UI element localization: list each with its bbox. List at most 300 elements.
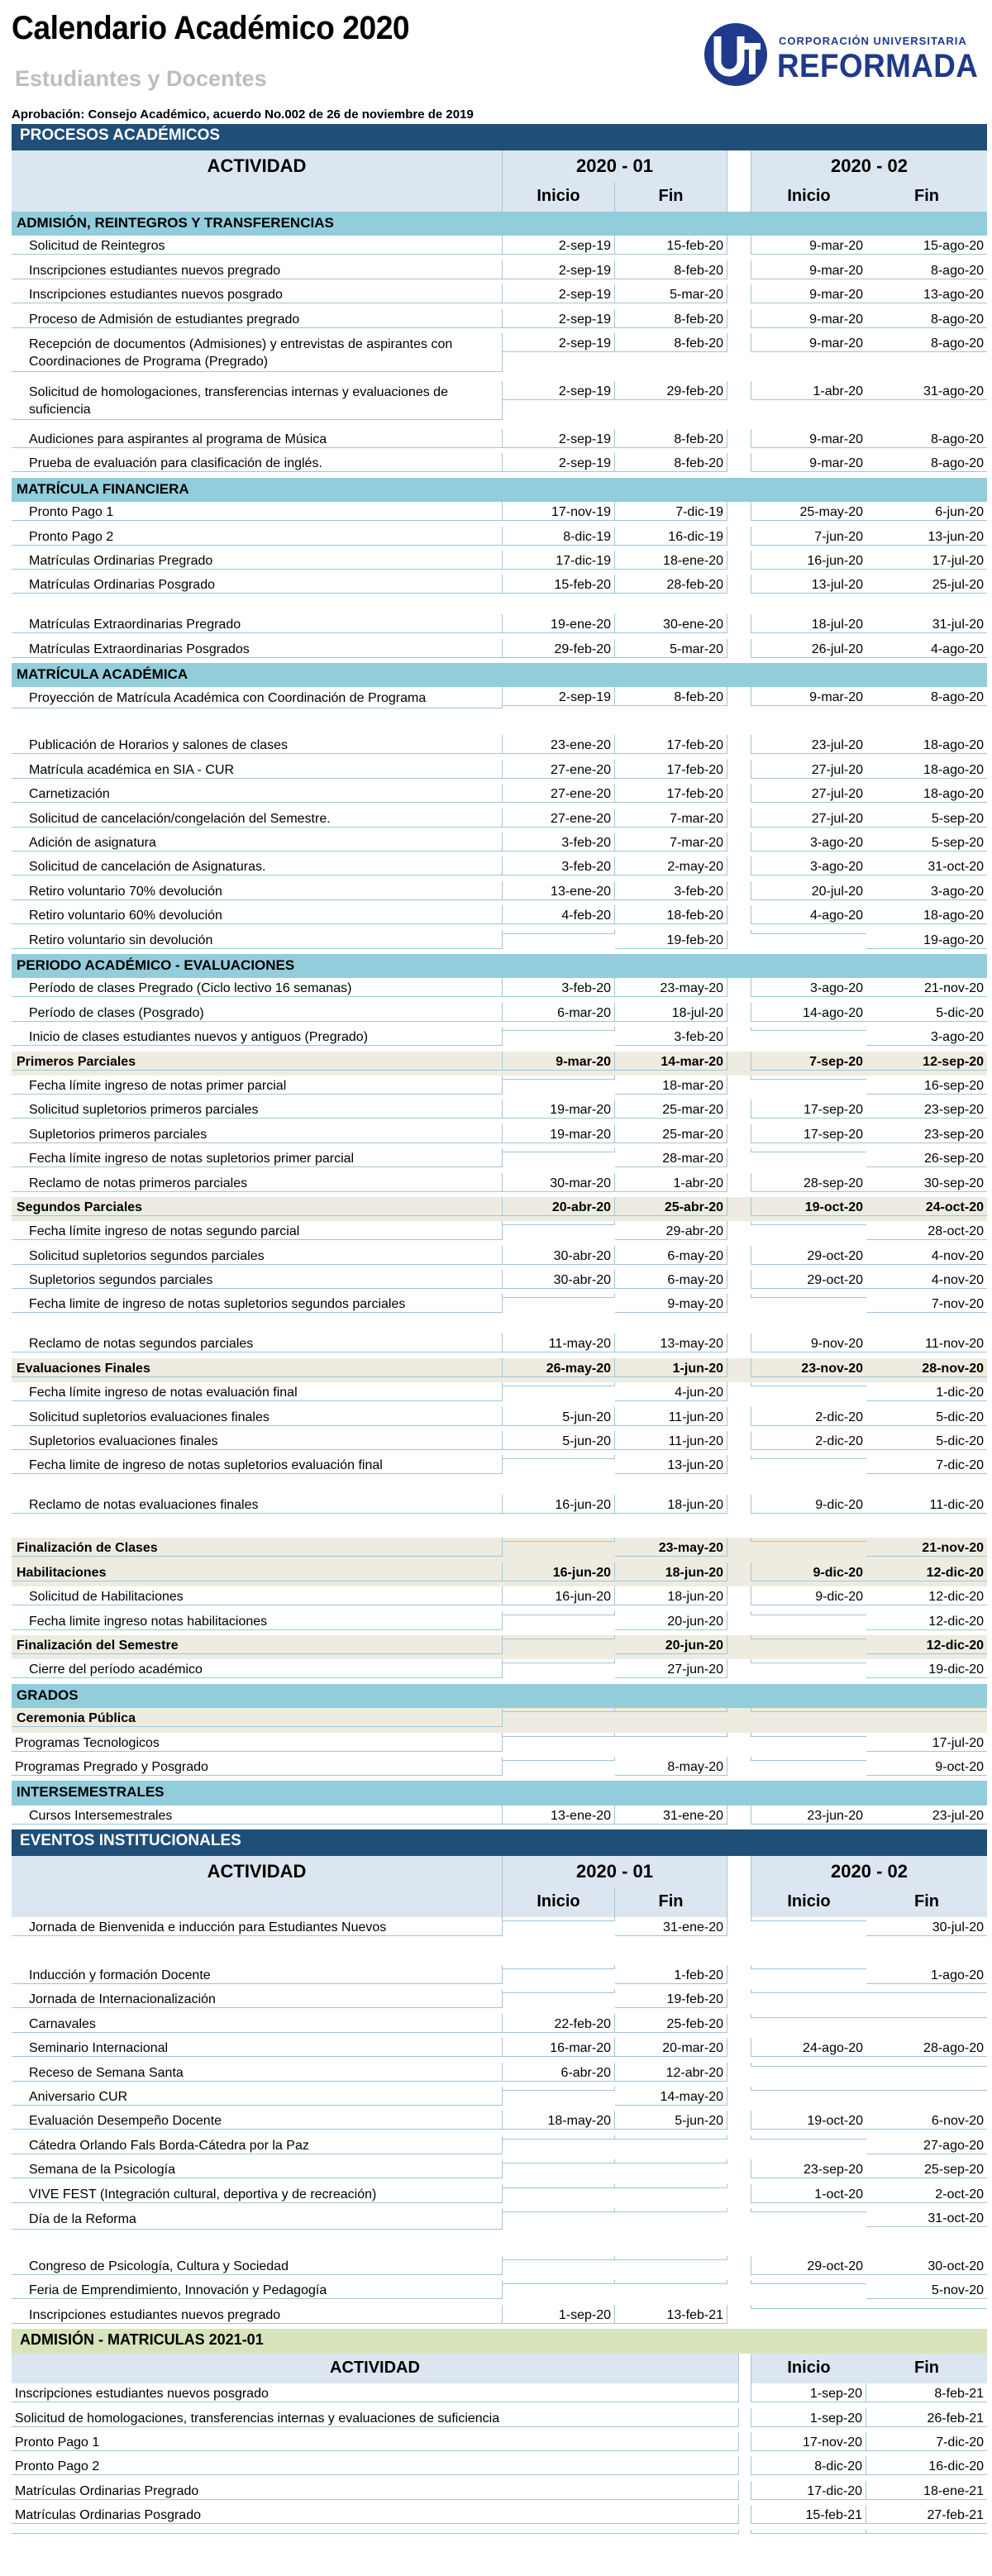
table-row (12, 1635, 987, 1659)
end-2020-01 (615, 2184, 727, 2188)
start-2020-01: 20-abr-20 (503, 1197, 615, 1216)
activity-name: Matrículas Ordinarias Posgrado (12, 575, 503, 594)
activity-name: Ceremonia Pública (12, 1708, 503, 1727)
start-2020-01: 19-mar-20 (503, 1100, 615, 1119)
table-row (12, 2038, 987, 2062)
end-2020-02: 12-dic-20 (866, 1611, 987, 1630)
end-2020-01: 8-feb-20 (615, 453, 727, 472)
end-2020-01: 18-feb-20 (615, 905, 727, 924)
column-gap (727, 2208, 751, 2211)
end-2020-02: 18-ago-20 (866, 735, 987, 754)
section-procesos-academicos: PROCESOS ACADÉMICOS (12, 124, 987, 150)
column-gap (739, 2456, 751, 2459)
column-gap (727, 381, 751, 384)
column-gap (727, 429, 751, 432)
end-2020-02: 15-ago-20 (866, 236, 987, 255)
start-2020-01: 27-ene-20 (503, 809, 615, 828)
start-2020-02: 25-may-20 (751, 502, 866, 521)
start-2020-01: 29-feb-20 (503, 639, 615, 658)
end-2021-01: 8-feb-21 (866, 2383, 987, 2402)
column-gap (739, 2505, 751, 2508)
activity-name: Carnavales (12, 2014, 503, 2033)
table-row (12, 2063, 987, 2087)
column-gap (727, 1965, 751, 1968)
activity-name: Aniversario CUR (12, 2087, 503, 2106)
page-header (0, 0, 992, 124)
column-gap (727, 1407, 751, 1410)
start-2020-02 (751, 1027, 866, 1031)
end-2020-01: 12-abr-20 (615, 2063, 727, 2082)
column-spacer (12, 1887, 503, 1917)
start-2020-02: 9-nov-20 (751, 1333, 866, 1352)
activity-name: Solicitud supletorios primeros parciales (12, 1100, 503, 1119)
column-gap (727, 881, 751, 885)
column-header-dates (12, 1887, 987, 1917)
activity-name: Recepción de documentos (Admisiones) y entrevistas de aspirantes con Coordinaciones de Programa (Pregrado) (12, 333, 503, 372)
activity-name: Solicitud supletorios segundos parciales (12, 1246, 503, 1265)
activity-name: Evaluaciones Finales (12, 1358, 503, 1377)
end-2021-01: 18-ene-21 (866, 2481, 987, 2500)
start-2020-01: 11-may-20 (503, 1333, 615, 1352)
table-row (12, 429, 987, 453)
activity-name: Solicitud de cancelación de Asignaturas. (12, 856, 503, 875)
start-2020-02: 27-jul-20 (751, 809, 866, 828)
start-2020-02 (751, 2208, 866, 2212)
start-2020-01: 3-feb-20 (503, 978, 615, 997)
end-2020-01: 8-feb-20 (615, 429, 727, 448)
start-2020-02: 9-dic-20 (751, 1586, 866, 1605)
start-2020-01: 2-sep-19 (503, 260, 615, 279)
activity-name: Solicitud supletorios evaluaciones finales (12, 1407, 503, 1426)
end-2020-02: 21-nov-20 (866, 978, 987, 997)
start-2020-01: 16-jun-20 (503, 1562, 615, 1581)
end-2020-01: 31-ene-20 (615, 1917, 727, 1936)
end-2020-02: 11-dic-20 (866, 1495, 987, 1514)
activity-name: Matrícula académica en SIA - CUR (12, 760, 503, 779)
start-2020-01 (503, 930, 615, 934)
column-gap (727, 1333, 751, 1337)
table-row (12, 1052, 987, 1076)
end-2020-02: 4-nov-20 (866, 1246, 987, 1265)
start-2020-02: 28-sep-20 (751, 1173, 866, 1192)
start-2020-01: 27-ene-20 (503, 760, 615, 779)
activity-name: Período de clases Pregrado (Ciclo lectivo 16 semanas) (12, 978, 503, 997)
table-row (12, 2111, 987, 2135)
start-2020-01: 16-jun-20 (503, 1495, 615, 1514)
activity-name: Matrículas Ordinarias Pregrado (12, 2481, 739, 2500)
activity-name: Día de la Reforma (12, 2208, 503, 2230)
table-row (12, 1173, 987, 1197)
end-2020-02: 8-ago-20 (866, 453, 987, 472)
start-2020-02: 2-dic-20 (751, 1431, 866, 1450)
end-2020-02: 6-nov-20 (866, 2111, 987, 2130)
start-2020-01 (503, 1294, 615, 1298)
end-2020-02: 25-sep-20 (866, 2159, 987, 2178)
column-gap (727, 1076, 751, 1079)
start-2020-02: 16-jun-20 (751, 551, 866, 570)
end-2020-02: 5-sep-20 (866, 832, 987, 852)
activity-name: Retiro voluntario 70% devolución (12, 881, 503, 900)
activity-name: Supletorios segundos parciales (12, 1270, 503, 1289)
end-2020-02: 30-oct-20 (866, 2256, 987, 2275)
end-2020-01: 23-may-20 (615, 978, 727, 997)
column-gap (727, 1358, 751, 1362)
end-2020-02 (866, 2014, 987, 2018)
end-2020-02: 25-jul-20 (866, 575, 987, 594)
start-2020-02: 19-oct-20 (751, 2111, 866, 2130)
column-gap (727, 1611, 751, 1615)
start-2020-01: 6-abr-20 (503, 2063, 615, 2082)
start-2020-02 (751, 1611, 866, 1615)
start-2020-01 (503, 1076, 615, 1080)
end-2020-01: 13-may-20 (615, 1333, 727, 1352)
table-row (12, 1221, 987, 1245)
start-2020-02: 7-sep-20 (751, 1052, 866, 1071)
end-2020-01: 8-feb-20 (615, 333, 727, 352)
section-admision-2021: ADMISIÓN - MATRICULAS 2021-01 (12, 2329, 987, 2354)
end-2020-01: 25-feb-20 (615, 2014, 727, 2033)
start-2020-02: 23-sep-20 (751, 2159, 866, 2178)
start-2021-01: 17-dic-20 (751, 2481, 866, 2500)
table-row (12, 1611, 987, 1635)
column-gap (727, 1270, 751, 1273)
start-2020-01: 19-ene-20 (503, 614, 615, 633)
start-2020-01: 17-nov-19 (503, 502, 615, 521)
start-2020-01 (503, 2256, 615, 2260)
start-2020-01 (503, 2159, 615, 2163)
start-2020-02 (751, 1708, 866, 1712)
start-2020-01 (503, 1917, 615, 1921)
end-2020-01 (615, 2256, 727, 2260)
column-fin-2: Fin (914, 1892, 939, 1911)
start-2020-02 (751, 1917, 866, 1921)
end-2020-01: 5-jun-20 (615, 2111, 727, 2130)
end-2020-02: 26-sep-20 (866, 1148, 987, 1167)
activity-name: Cátedra Orlando Fals Borda-Cátedra por la Paz (12, 2135, 503, 2154)
end-2020-02: 31-jul-20 (866, 614, 987, 633)
start-2020-01: 6-mar-20 (503, 1003, 615, 1022)
start-2020-02 (751, 1294, 866, 1298)
column-gap (727, 182, 751, 212)
table-row (12, 856, 987, 880)
activity-name: Reclamo de notas primeros parciales (12, 1173, 503, 1192)
table-row (12, 1586, 987, 1610)
end-2020-01: 18-ene-20 (615, 551, 727, 570)
table-row (12, 2481, 987, 2505)
table-row (12, 1148, 987, 1172)
end-2020-02: 2-oct-20 (866, 2184, 987, 2203)
end-2020-01: 1-abr-20 (615, 1173, 727, 1192)
column-gap (727, 551, 751, 554)
table-row (12, 1382, 987, 1406)
end-2020-02: 31-ago-20 (866, 381, 987, 400)
table-row (12, 1294, 987, 1333)
end-2020-02: 18-ago-20 (866, 905, 987, 924)
start-2020-01: 3-feb-20 (503, 856, 615, 875)
column-gap (727, 2063, 751, 2066)
column-2020-02: 2020 - 02 (751, 1856, 987, 1887)
column-gap (727, 760, 751, 763)
table-row (12, 1733, 987, 1757)
start-2020-01: 16-mar-20 (503, 2038, 615, 2057)
start-2020-02 (751, 2014, 866, 2018)
activity-name: Semana de la Psicología (12, 2159, 503, 2178)
column-gap (727, 1856, 751, 1887)
column-gap (727, 1887, 751, 1917)
end-2020-01: 11-jun-20 (615, 1431, 727, 1450)
end-2020-02: 4-nov-20 (866, 1270, 987, 1289)
start-2020-01: 9-mar-20 (503, 1052, 615, 1071)
start-2021-01: 1-sep-20 (751, 2383, 866, 2402)
activity-name: Programas Tecnologicos (12, 1733, 503, 1752)
activity-name: Matrículas Ordinarias Pregrado (12, 551, 503, 570)
column-gap (727, 453, 751, 456)
section-eventos-institucionales: EVENTOS INSTITUCIONALES (12, 1829, 987, 1856)
column-gap (739, 2481, 751, 2484)
start-2020-01: 23-ene-20 (503, 735, 615, 754)
end-2020-02: 19-ago-20 (866, 930, 987, 949)
table-row (12, 502, 987, 526)
activity-name: Solicitud de homologaciones, transferencias internas y evaluaciones de suficiencia (12, 2408, 739, 2427)
activity-name: Fecha límite ingreso de notas primer parcial (12, 1076, 503, 1095)
end-2020-02: 3-ago-20 (866, 1027, 987, 1046)
column-gap (739, 2408, 751, 2411)
column-gap (727, 333, 751, 336)
end-2020-01: 14-mar-20 (615, 1052, 727, 1071)
end-2020-01: 20-jun-20 (615, 1635, 727, 1654)
end-2020-02: 23-jul-20 (866, 1806, 987, 1825)
column-inicio-1: Inicio (503, 1887, 615, 1917)
table-row (12, 575, 987, 614)
start-2020-02 (751, 1635, 866, 1639)
activity-name: Solicitud de cancelación/congelación del Semestre. (12, 809, 503, 828)
start-2020-02: 23-nov-20 (751, 1358, 866, 1377)
table-row (12, 1197, 987, 1221)
start-2020-02: 14-ago-20 (751, 1003, 866, 1022)
start-2020-01 (503, 2135, 615, 2140)
column-gap (727, 687, 751, 690)
university-logo (701, 21, 982, 89)
end-2020-01: 11-jun-20 (615, 1407, 727, 1426)
approval-note: Aprobación: Consejo Académico, acuerdo No.002 de 26 de noviembre de 2019 (12, 107, 474, 122)
activity-name: Inicio de clases estudiantes nuevos y antiguos (Pregrado) (12, 1027, 503, 1046)
activity-name: Audiciones para aspirantes al programa de Música (12, 429, 503, 448)
column-gap (727, 809, 751, 812)
end-2020-02: 19-dic-20 (866, 1659, 987, 1678)
start-2020-02: 9-mar-20 (751, 453, 866, 472)
start-2020-01 (503, 1659, 615, 1663)
column-gap (727, 832, 751, 836)
start-2020-01 (503, 2184, 615, 2188)
column-gap (739, 2354, 751, 2383)
end-2020-02: 5-dic-20 (866, 1003, 987, 1022)
start-2020-02: 3-ago-20 (751, 832, 866, 852)
column-fin-2: Fin (914, 187, 939, 205)
table-row (12, 1659, 987, 1683)
end-2020-01: 25-mar-20 (615, 1100, 727, 1119)
start-2020-02: 9-mar-20 (751, 236, 866, 255)
table-row (12, 1407, 987, 1431)
end-2020-01: 18-mar-20 (615, 1076, 727, 1095)
logo-line1: CORPORACIÓN UNIVERSITARIA (779, 35, 967, 47)
table-row (12, 1538, 987, 1562)
column-gap (727, 735, 751, 738)
table-row (12, 2456, 987, 2480)
activity-name: Inducción y formación Docente (12, 1965, 503, 1984)
end-2020-01: 7-dic-19 (615, 502, 727, 521)
end-2020-02: 27-ago-20 (866, 2135, 987, 2154)
activity-name: Evaluación Desempeño Docente (12, 2111, 503, 2130)
end-2020-02: 31-oct-20 (866, 2208, 987, 2227)
end-2020-01: 8-feb-20 (615, 309, 727, 328)
start-2020-01 (503, 1708, 615, 1712)
activity-name: Finalización de Clases (12, 1538, 503, 1557)
start-2021-01: 17-nov-20 (751, 2432, 866, 2451)
column-gap (727, 1659, 751, 1662)
column-gap (727, 260, 751, 264)
start-2020-02: 27-jul-20 (751, 784, 866, 803)
end-2020-02: 11-nov-20 (866, 1333, 987, 1352)
table-row (12, 1333, 987, 1357)
end-2020-02: 5-dic-20 (866, 1407, 987, 1426)
end-2020-01: 3-feb-20 (615, 881, 727, 900)
column-gap (727, 309, 751, 312)
column-gap (727, 784, 751, 787)
start-2020-02 (751, 1659, 866, 1663)
activity-name: Fecha limite ingreso notas habilitaciones (12, 1611, 503, 1630)
start-2020-02 (751, 1538, 866, 1542)
start-2020-01: 1-sep-20 (503, 2305, 615, 2324)
activity-name: Receso de Semana Santa (12, 2063, 503, 2082)
column-gap (727, 2184, 751, 2187)
end-2020-02: 23-sep-20 (866, 1124, 987, 1143)
start-2020-01: 2-sep-19 (503, 687, 615, 706)
start-2020-01 (503, 1538, 615, 1542)
start-2020-01: 2-sep-19 (503, 333, 615, 352)
table-row (12, 2256, 987, 2280)
start-2020-01 (503, 1965, 615, 1969)
end-2020-02: 4-ago-20 (866, 639, 987, 658)
start-2020-01 (503, 2087, 615, 2091)
start-2020-02: 29-oct-20 (751, 1270, 866, 1289)
table-row (12, 1495, 987, 1538)
end-2020-02: 16-sep-20 (866, 1076, 987, 1095)
column-gap (727, 639, 751, 642)
end-2020-01: 18-jun-20 (615, 1562, 727, 1581)
end-2020-01: 7-mar-20 (615, 832, 727, 852)
start-2020-02: 4-ago-20 (751, 905, 866, 924)
activity-name: Feria de Emprendimiento, Innovación y Pedagogía (12, 2280, 503, 2299)
column-inicio-2: Inicio (751, 182, 866, 212)
column-gap (727, 1806, 751, 1809)
start-2020-02: 9-dic-20 (751, 1495, 866, 1514)
end-2020-01: 30-ene-20 (615, 614, 727, 633)
column-actividad: ACTIVIDAD (12, 2354, 739, 2383)
end-2020-02: 5-nov-20 (866, 2280, 987, 2299)
end-2020-02: 13-jun-20 (866, 527, 987, 546)
end-2020-01: 19-feb-20 (615, 930, 727, 949)
column-gap (727, 1197, 751, 1200)
start-2020-01: 8-dic-19 (503, 527, 615, 546)
start-2020-02 (751, 930, 866, 934)
end-2020-01: 4-jun-20 (615, 1382, 727, 1401)
end-2020-01: 9-may-20 (615, 1294, 727, 1313)
end-2020-02: 1-dic-20 (866, 1382, 987, 1401)
table-row (12, 760, 987, 784)
column-gap (727, 1052, 751, 1055)
end-2020-01: 29-feb-20 (615, 381, 727, 400)
activity-name: Solicitud de Habilitaciones (12, 1586, 503, 1605)
page-subtitle: Estudiantes y Docentes (15, 66, 267, 91)
subsection-intersemestrales: INTERSEMESTRALES (12, 1781, 987, 1805)
activity-name: Seminario Internacional (12, 2038, 503, 2057)
end-2020-01 (615, 2135, 727, 2140)
end-2020-01: 6-may-20 (615, 1246, 727, 1265)
activity-name: Supletorios primeros parciales (12, 1124, 503, 1143)
activity-name: Matrículas Extraordinarias Pregrado (12, 614, 503, 633)
end-2020-01: 5-mar-20 (615, 639, 727, 658)
start-2020-01: 13-ene-20 (503, 881, 615, 900)
end-2020-01: 19-feb-20 (615, 1989, 727, 2008)
end-2020-01: 2-may-20 (615, 856, 727, 875)
end-2020-02: 13-ago-20 (866, 284, 987, 303)
column-gap (727, 236, 751, 239)
end-2020-01: 29-abr-20 (615, 1221, 727, 1240)
start-2020-02 (751, 1733, 866, 1737)
end-2020-01: 20-jun-20 (615, 1611, 727, 1630)
start-2020-01 (503, 1455, 615, 1459)
end-2020-01 (615, 2159, 727, 2163)
table-row (12, 1757, 987, 1781)
table-row (12, 2184, 987, 2208)
table-row (12, 260, 987, 284)
start-2020-02 (751, 1757, 866, 1761)
end-2020-01: 7-mar-20 (615, 809, 727, 828)
table-row (12, 1562, 987, 1586)
activity-name: Segundos Parciales (12, 1197, 503, 1216)
table-row (12, 2408, 987, 2432)
start-2021-01: 1-sep-20 (751, 2408, 866, 2427)
end-2020-02: 6-jun-20 (866, 502, 987, 521)
activity-name: Programas Pregrado y Posgrado (12, 1757, 503, 1776)
start-2020-01: 19-mar-20 (503, 1124, 615, 1143)
start-2020-01: 3-feb-20 (503, 832, 615, 852)
end-2020-02: 18-ago-20 (866, 784, 987, 803)
column-2020-02: 2020 - 02 (751, 150, 987, 182)
column-gap (727, 1562, 751, 1566)
start-2020-01: 2-sep-19 (503, 453, 615, 472)
start-2020-02: 29-oct-20 (751, 2256, 866, 2275)
table-row (12, 551, 987, 575)
start-2020-01: 2-sep-19 (503, 381, 615, 400)
table-row (12, 2530, 987, 2554)
end-2020-02: 21-nov-20 (866, 1538, 987, 1557)
column-gap (727, 1708, 751, 1711)
table-row (12, 1806, 987, 1829)
table-row (12, 2208, 987, 2256)
table-row (12, 1270, 987, 1294)
start-2020-02: 29-oct-20 (751, 1246, 866, 1265)
activity-name: Publicación de Horarios y salones de clases (12, 735, 503, 754)
table-row (12, 614, 987, 638)
start-2020-01 (503, 1611, 615, 1615)
start-2020-01: 4-feb-20 (503, 905, 615, 924)
column-header-years (12, 1856, 987, 1887)
start-2020-02: 3-ago-20 (751, 856, 866, 875)
column-gap (727, 1246, 751, 1249)
column-gap (727, 1495, 751, 1498)
end-2020-02: 30-jul-20 (866, 1917, 987, 1936)
